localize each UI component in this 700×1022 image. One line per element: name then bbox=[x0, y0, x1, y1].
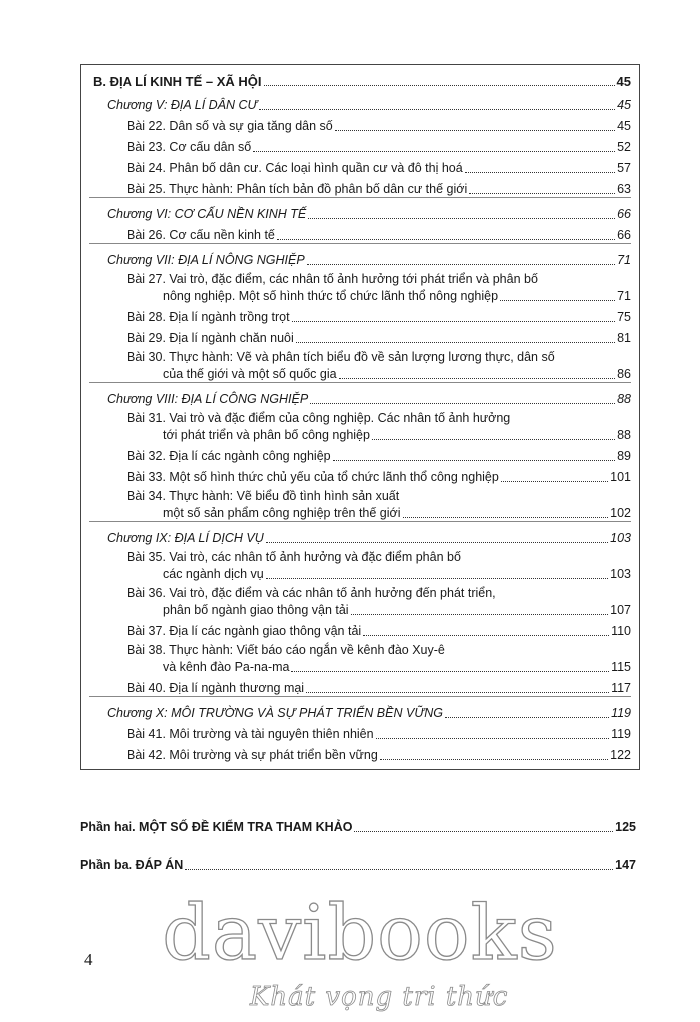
toc-page: 122 bbox=[610, 748, 631, 762]
toc-label-continued: và kênh đào Pa-na-ma bbox=[163, 660, 290, 674]
dot-leader bbox=[277, 238, 615, 240]
toc-label-continued: phân bố ngành giao thông vận tải bbox=[163, 603, 349, 617]
toc-part-two[interactable] bbox=[80, 820, 636, 835]
toc-lesson[interactable] bbox=[89, 325, 631, 346]
toc-label: Bài 23. Cơ cấu dân số bbox=[127, 140, 252, 154]
toc-lesson[interactable] bbox=[89, 113, 631, 134]
toc-label: Bài 33. Một số hình thức chủ yếu của tổ chức lãnh thổ công nghiệp bbox=[127, 470, 499, 484]
toc-label: Bài 26. Cơ cấu nền kinh tế bbox=[127, 228, 275, 242]
toc-label-continued: một số sản phẩm công nghiệp trên thế giới bbox=[163, 506, 401, 520]
toc-lesson[interactable] bbox=[89, 546, 631, 582]
toc-lesson[interactable] bbox=[89, 346, 631, 382]
dot-leader bbox=[339, 377, 616, 379]
toc-label: B. ĐỊA LÍ KINH TẾ – XÃ HỘI bbox=[93, 74, 262, 89]
dot-leader bbox=[469, 192, 615, 194]
toc-label: Phần ba. ĐÁP ÁN bbox=[80, 858, 184, 872]
toc-chapter[interactable] bbox=[89, 701, 631, 721]
toc-label: Phần hai. MỘT SỐ ĐỀ KIỂM TRA THAM KHẢO bbox=[80, 820, 353, 834]
toc-label: Bài 27. Vai trò, đặc điểm, các nhân tố ảnh hưởng tới phát triển và phân bố bbox=[127, 272, 538, 286]
dot-leader bbox=[253, 150, 615, 152]
chapter-block bbox=[89, 197, 631, 243]
toc-section-b[interactable] bbox=[89, 65, 631, 89]
dot-leader bbox=[266, 577, 608, 579]
chapter-block bbox=[89, 243, 631, 382]
toc-label: Chương IX: ĐỊA LÍ DỊCH VỤ bbox=[107, 531, 264, 545]
toc-lesson[interactable] bbox=[89, 304, 631, 325]
toc-label: Bài 31. Vai trò và đặc điểm của công nghiệp. Các nhân tố ảnh hưởng bbox=[127, 411, 511, 425]
dot-leader bbox=[351, 613, 609, 615]
dot-leader bbox=[333, 459, 615, 461]
dot-leader bbox=[185, 868, 613, 870]
toc-page: 115 bbox=[611, 660, 631, 674]
toc-label: Bài 36. Vai trò, đặc điểm và các nhân tố ảnh hưởng đến phát triển, bbox=[127, 586, 496, 600]
section-b-box bbox=[80, 64, 640, 770]
toc-lesson[interactable] bbox=[89, 582, 631, 618]
toc-page: 71 bbox=[617, 289, 631, 303]
toc-label: Chương VI: CƠ CẤU NỀN KINH TẾ bbox=[107, 207, 307, 221]
dot-leader bbox=[372, 438, 615, 440]
toc-chapter[interactable] bbox=[89, 526, 631, 546]
toc-page: 103 bbox=[610, 567, 631, 581]
dot-leader bbox=[296, 341, 615, 343]
toc-label: Bài 30. Thực hành: Vẽ và phân tích biểu đồ về sản lượng lương thực, dân số bbox=[127, 350, 555, 364]
toc-label: Chương X: MÔI TRƯỜNG VÀ SỰ PHÁT TRIỂN BỀN VỮNG bbox=[107, 706, 443, 720]
dot-leader bbox=[403, 516, 609, 518]
toc-page: 125 bbox=[615, 820, 636, 834]
chapter-block bbox=[89, 521, 631, 696]
toc-lesson[interactable] bbox=[89, 222, 631, 243]
toc-label: Bài 29. Địa lí ngành chăn nuôi bbox=[127, 331, 294, 345]
toc-page: 81 bbox=[617, 331, 631, 345]
toc-label: Bài 32. Địa lí các ngành công nghiệp bbox=[127, 449, 331, 463]
toc-page: 88 bbox=[617, 428, 631, 442]
dot-leader bbox=[306, 691, 609, 693]
toc-lesson[interactable] bbox=[89, 443, 631, 464]
toc-page: 119 bbox=[611, 706, 631, 720]
toc-lesson[interactable] bbox=[89, 742, 631, 763]
toc-page: 119 bbox=[611, 727, 631, 741]
toc-lesson[interactable] bbox=[89, 407, 631, 443]
dot-leader bbox=[266, 541, 608, 543]
toc-page: 107 bbox=[610, 603, 631, 617]
dot-leader bbox=[376, 737, 609, 739]
dot-leader bbox=[500, 299, 615, 301]
toc-label: Bài 22. Dân số và sự gia tăng dân số bbox=[127, 119, 333, 133]
toc-page: 117 bbox=[611, 681, 631, 695]
dot-leader bbox=[291, 670, 609, 672]
dot-leader bbox=[307, 263, 615, 265]
dot-leader bbox=[308, 217, 615, 219]
toc-page: 45 bbox=[616, 74, 631, 89]
watermark-slogan: Khát vọng tri thức bbox=[250, 982, 509, 1012]
toc-label: Bài 38. Thực hành: Viết báo cáo ngắn về kênh đào Xuy-ê bbox=[127, 643, 445, 657]
toc-label: Bài 42. Môi trường và sự phát triển bền vững bbox=[127, 748, 378, 762]
toc-page: 75 bbox=[617, 310, 631, 324]
toc-lesson[interactable] bbox=[89, 485, 631, 521]
toc-page: 57 bbox=[617, 161, 631, 175]
toc-page: 45 bbox=[617, 119, 631, 133]
toc-lesson[interactable] bbox=[89, 618, 631, 639]
toc-page: 110 bbox=[611, 624, 631, 638]
toc-lesson[interactable] bbox=[89, 675, 631, 696]
toc-lesson[interactable] bbox=[89, 134, 631, 155]
toc-page: 101 bbox=[610, 470, 631, 484]
dot-leader bbox=[380, 758, 608, 760]
dot-leader bbox=[259, 108, 615, 110]
toc-label-continued: nông nghiệp. Một số hình thức tổ chức lãnh thổ nông nghiệp bbox=[163, 289, 499, 303]
toc-page: 45 bbox=[617, 98, 631, 112]
toc-label: Bài 41. Môi trường và tài nguyên thiên nhiên bbox=[127, 727, 374, 741]
toc-label: Bài 40. Địa lí ngành thương mại bbox=[127, 681, 305, 695]
chapter-block bbox=[89, 696, 631, 763]
toc-lesson[interactable] bbox=[89, 155, 631, 176]
toc-lesson[interactable] bbox=[89, 639, 631, 675]
toc-chapter[interactable] bbox=[89, 248, 631, 268]
toc-label-continued: của thế giới và một số quốc gia bbox=[163, 367, 337, 381]
toc-page: 103 bbox=[610, 531, 631, 545]
dot-leader bbox=[335, 129, 615, 131]
toc-part-three[interactable] bbox=[80, 858, 636, 873]
watermark-logo: davibooks bbox=[162, 888, 558, 977]
toc-page: 102 bbox=[610, 506, 631, 520]
chapter-list bbox=[89, 89, 631, 763]
toc-label: Chương VIII: ĐỊA LÍ CÔNG NGHIỆP bbox=[107, 392, 309, 406]
toc-label-continued: tới phát triển và phân bố công nghiệp bbox=[163, 428, 370, 442]
toc-lesson[interactable] bbox=[89, 176, 631, 197]
toc-page: 86 bbox=[617, 367, 631, 381]
dot-leader bbox=[465, 171, 615, 173]
toc-lesson[interactable] bbox=[89, 268, 631, 304]
toc-label: Bài 24. Phân bố dân cư. Các loại hình quần cư và đô thị hoá bbox=[127, 161, 463, 175]
dot-leader bbox=[354, 830, 613, 832]
toc-lesson[interactable] bbox=[89, 721, 631, 742]
toc-chapter[interactable] bbox=[89, 202, 631, 222]
dot-leader bbox=[292, 320, 615, 322]
toc-label: Chương V: ĐỊA LÍ DÂN CƯ bbox=[107, 98, 258, 112]
toc-page: 63 bbox=[617, 182, 631, 196]
toc-label: Bài 25. Thực hành: Phân tích bản đồ phân bố dân cư thế giới bbox=[127, 182, 468, 196]
dot-leader bbox=[264, 84, 615, 86]
toc-label-continued: các ngành dịch vụ bbox=[163, 567, 264, 581]
toc-label: Bài 37. Địa lí các ngành giao thông vận tải bbox=[127, 624, 362, 638]
toc-label: Bài 28. Địa lí ngành trồng trọt bbox=[127, 310, 290, 324]
toc-page: 52 bbox=[617, 140, 631, 154]
table-of-contents bbox=[80, 64, 640, 770]
toc-chapter[interactable] bbox=[89, 93, 631, 113]
toc-chapter[interactable] bbox=[89, 387, 631, 407]
dot-leader bbox=[363, 634, 609, 636]
dot-leader bbox=[501, 480, 608, 482]
toc-page: 147 bbox=[615, 858, 636, 872]
toc-label: Chương VII: ĐỊA LÍ NÔNG NGHIỆP bbox=[107, 253, 305, 267]
chapter-block bbox=[89, 89, 631, 197]
toc-page: 89 bbox=[617, 449, 631, 463]
page-number: 4 bbox=[84, 950, 93, 969]
toc-page: 71 bbox=[617, 253, 631, 267]
toc-lesson[interactable] bbox=[89, 464, 631, 485]
toc-label: Bài 35. Vai trò, các nhân tố ảnh hưởng và đặc điểm phân bố bbox=[127, 550, 461, 564]
toc-page: 66 bbox=[617, 207, 631, 221]
chapter-block bbox=[89, 382, 631, 521]
toc-page: 88 bbox=[617, 392, 631, 406]
toc-label: Bài 34. Thực hành: Vẽ biểu đồ tình hình sản xuất bbox=[127, 489, 400, 503]
toc-page: 66 bbox=[617, 228, 631, 242]
dot-leader bbox=[445, 716, 609, 718]
dot-leader bbox=[310, 402, 615, 404]
